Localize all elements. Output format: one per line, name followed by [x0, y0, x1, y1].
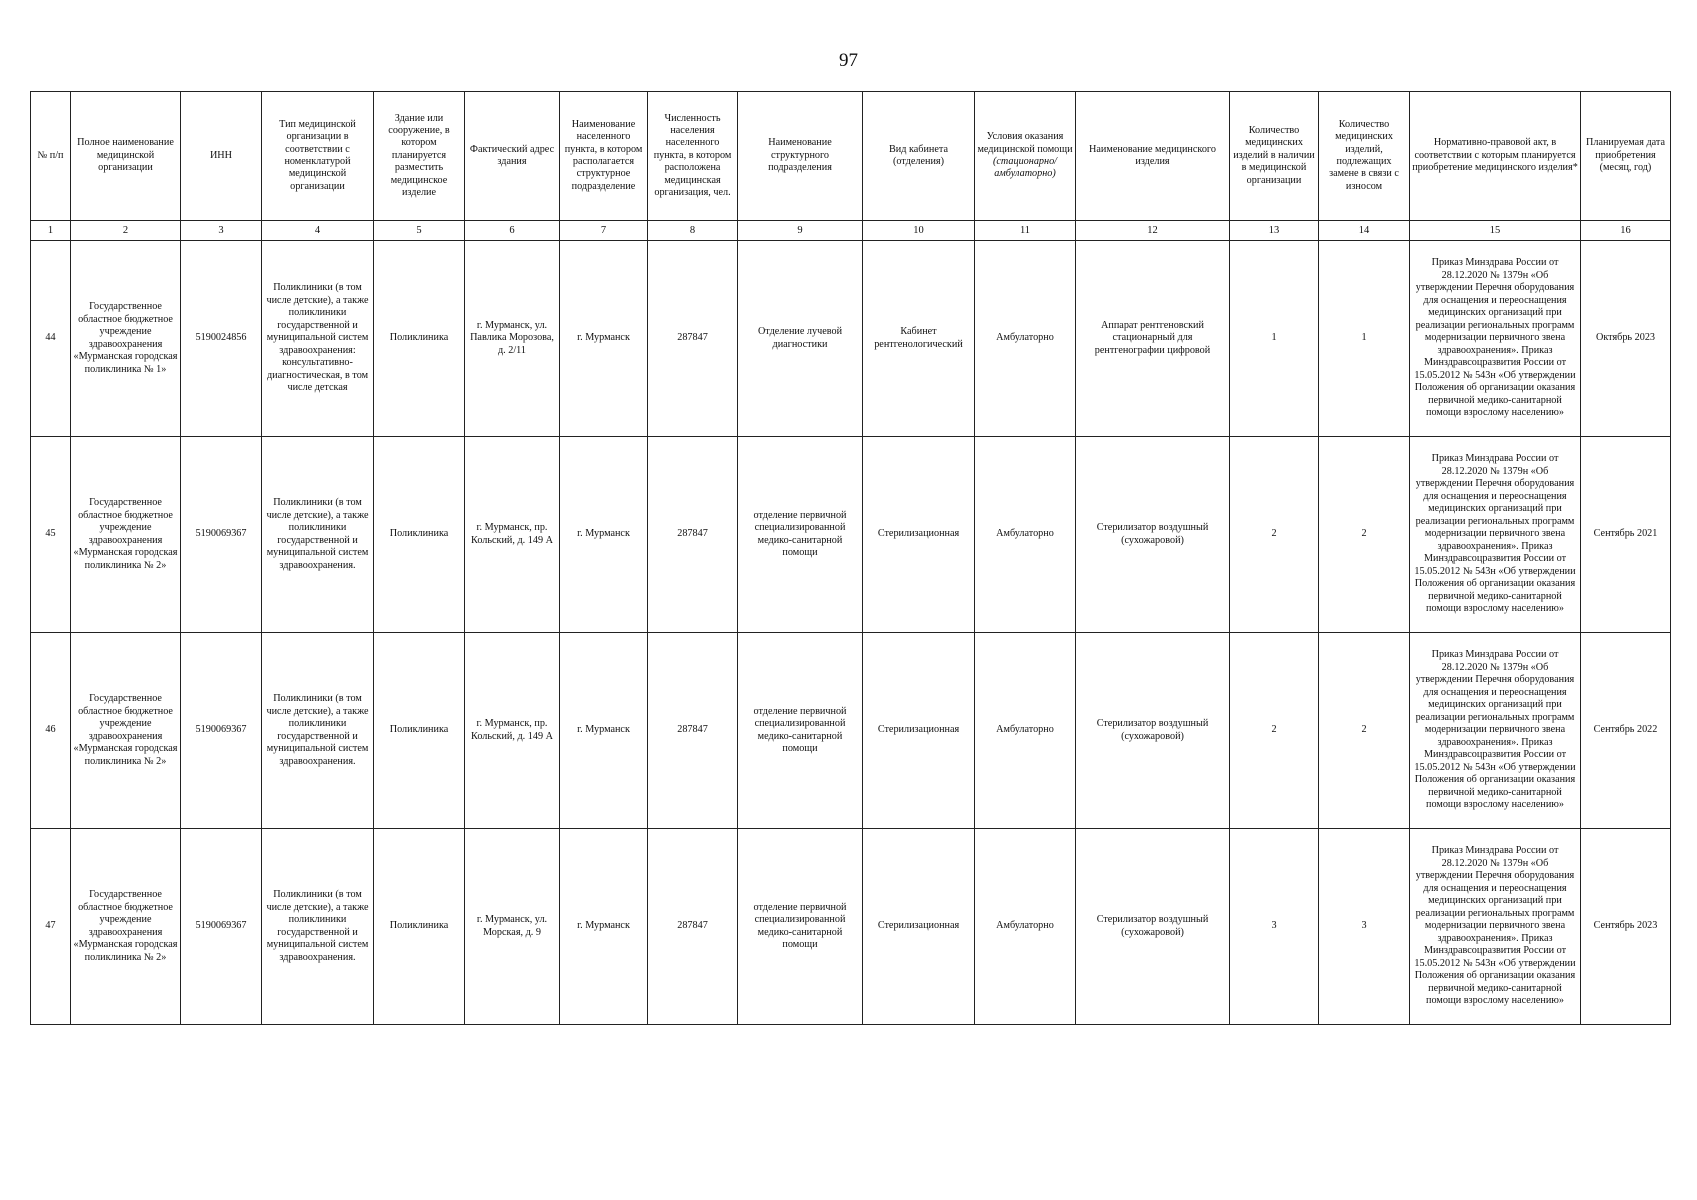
column-number: 11 — [975, 221, 1076, 241]
building-cell: Поликлиника — [374, 829, 465, 1025]
row-num-cell: 46 — [31, 633, 71, 829]
column-number: 16 — [1581, 221, 1671, 241]
qty-replace-cell: 2 — [1319, 437, 1410, 633]
table-row — [31, 241, 1671, 437]
cabinet-cell: Стерилизационная — [863, 829, 975, 1025]
header-cell-qty-replace: Количество медицинских изделий, подлежащих замене в связи с износом — [1319, 92, 1410, 221]
unit-cell: отделение первичной специализированной медико-санитарной помощи — [738, 437, 863, 633]
conditions-cell: Амбулаторно — [975, 633, 1076, 829]
building-cell: Поликлиника — [374, 437, 465, 633]
unit-cell: отделение первичной специализированной медико-санитарной помощи — [738, 633, 863, 829]
column-number: 12 — [1076, 221, 1230, 241]
type-cell: Поликлиники (в том числе детские), а также поликлиники государственной и муниципальной систем здравоохранения: консультативно-диагностическая, в том числе детская — [262, 241, 374, 437]
qty-available-cell: 2 — [1230, 633, 1319, 829]
table-row — [31, 437, 1671, 633]
address-cell: г. Мурманск, ул. Морская, д. 9 — [465, 829, 560, 1025]
qty-available-cell: 1 — [1230, 241, 1319, 437]
locality-cell: г. Мурманск — [560, 829, 648, 1025]
org-cell: Государственное областное бюджетное учреждение здравоохранения «Мурманская городская поликлиника № 1» — [71, 241, 181, 437]
inn-cell: 5190069367 — [181, 829, 262, 1025]
equipment-table — [30, 91, 1671, 1025]
conditions-cell: Амбулаторно — [975, 437, 1076, 633]
column-number: 8 — [648, 221, 738, 241]
column-number-row — [31, 221, 1671, 241]
date-cell: Октябрь 2023 — [1581, 241, 1671, 437]
device-cell: Аппарат рентгеновский стационарный для рентгенографии цифровой — [1076, 241, 1230, 437]
header-row — [31, 92, 1671, 221]
qty-available-cell: 2 — [1230, 437, 1319, 633]
act-cell: Приказ Минздрава России от 28.12.2020 № 1379н «Об утверждении Перечня оборудования для оснащения и переоснащения медицинских организаций при реализации региональных программ модернизации первичного звена здравоохранения». Приказ Минздравсоцразвития России от 15.05.2012 № 543н «Об утверждении Положения об организации оказания первичной медико-санитарной помощи взрослому населению» — [1410, 241, 1581, 437]
device-cell: Стерилизатор воздушный (сухожаровой) — [1076, 437, 1230, 633]
type-cell: Поликлиники (в том числе детские), а также поликлиники государственной и муниципальной систем здравоохранения. — [262, 633, 374, 829]
act-cell: Приказ Минздрава России от 28.12.2020 № 1379н «Об утверждении Перечня оборудования для оснащения и переоснащения медицинских организаций при реализации региональных программ модернизации первичного звена здравоохранения». Приказ Минздравсоцразвития России от 15.05.2012 № 543н «Об утверждении Положения об организации оказания первичной медико-санитарной помощи взрослому населению» — [1410, 437, 1581, 633]
column-number: 14 — [1319, 221, 1410, 241]
act-cell: Приказ Минздрава России от 28.12.2020 № 1379н «Об утверждении Перечня оборудования для оснащения и переоснащения медицинских организаций при реализации региональных программ модернизации первичного звена здравоохранения». Приказ Минздравсоцразвития России от 15.05.2012 № 543н «Об утверждении Положения об организации оказания первичной медико-санитарной помощи взрослому населению» — [1410, 829, 1581, 1025]
date-cell: Сентябрь 2022 — [1581, 633, 1671, 829]
inn-cell: 5190069367 — [181, 437, 262, 633]
column-number: 6 — [465, 221, 560, 241]
column-number: 9 — [738, 221, 863, 241]
header-cell-inn: ИНН — [181, 92, 262, 221]
page-number: 97 — [839, 50, 858, 71]
org-cell: Государственное областное бюджетное учреждение здравоохранения «Мурманская городская поликлиника № 2» — [71, 437, 181, 633]
inn-cell: 5190024856 — [181, 241, 262, 437]
population-cell: 287847 — [648, 437, 738, 633]
qty-replace-cell: 3 — [1319, 829, 1410, 1025]
row-num-cell: 47 — [31, 829, 71, 1025]
address-cell: г. Мурманск, ул. Павлика Морозова, д. 2/11 — [465, 241, 560, 437]
header-cell-date: Планируемая дата приобретения (месяц, год) — [1581, 92, 1671, 221]
row-num-cell: 44 — [31, 241, 71, 437]
unit-cell: Отделение лучевой диагностики — [738, 241, 863, 437]
device-cell: Стерилизатор воздушный (сухожаровой) — [1076, 829, 1230, 1025]
qty-replace-cell: 1 — [1319, 241, 1410, 437]
column-number: 10 — [863, 221, 975, 241]
header-cell-device: Наименование медицинского изделия — [1076, 92, 1230, 221]
table-row — [31, 633, 1671, 829]
building-cell: Поликлиника — [374, 241, 465, 437]
table-row — [31, 829, 1671, 1025]
conditions-cell: Амбулаторно — [975, 829, 1076, 1025]
column-number: 13 — [1230, 221, 1319, 241]
device-cell: Стерилизатор воздушный (сухожаровой) — [1076, 633, 1230, 829]
header-cell-building: Здание или сооружение, в котором планируется разместить медицинское изделие — [374, 92, 465, 221]
locality-cell: г. Мурманск — [560, 437, 648, 633]
cabinet-cell: Стерилизационная — [863, 437, 975, 633]
header-conditions-label: Условия оказания медицинской помощи — [977, 131, 1073, 155]
address-cell: г. Мурманск, пр. Кольский, д. 149 А — [465, 437, 560, 633]
column-number: 5 — [374, 221, 465, 241]
header-cell-population: Численность населения населенного пункта, в котором расположена медицинская организация, чел. — [648, 92, 738, 221]
population-cell: 287847 — [648, 829, 738, 1025]
header-cell-org: Полное наименование медицинской организации — [71, 92, 181, 221]
cabinet-cell: Кабинет рентгенологический — [863, 241, 975, 437]
type-cell: Поликлиники (в том числе детские), а также поликлиники государственной и муниципальной систем здравоохранения. — [262, 437, 374, 633]
column-number: 1 — [31, 221, 71, 241]
address-cell: г. Мурманск, пр. Кольский, д. 149 А — [465, 633, 560, 829]
population-cell: 287847 — [648, 633, 738, 829]
column-number: 2 — [71, 221, 181, 241]
date-cell: Сентябрь 2021 — [1581, 437, 1671, 633]
header-conditions-note: (стационарно/ амбулаторно) — [993, 156, 1057, 180]
population-cell: 287847 — [648, 241, 738, 437]
header-cell-conditions — [975, 92, 1076, 221]
conditions-cell: Амбулаторно — [975, 241, 1076, 437]
header-cell-num: № п/п — [31, 92, 71, 221]
column-number: 4 — [262, 221, 374, 241]
row-num-cell: 45 — [31, 437, 71, 633]
type-cell: Поликлиники (в том числе детские), а также поликлиники государственной и муниципальной систем здравоохранения. — [262, 829, 374, 1025]
inn-cell: 5190069367 — [181, 633, 262, 829]
header-cell-act: Нормативно-правовой акт, в соответствии с которым планируется приобретение медицинского изделия* — [1410, 92, 1581, 221]
header-cell-address: Фактический адрес здания — [465, 92, 560, 221]
qty-replace-cell: 2 — [1319, 633, 1410, 829]
header-cell-qty-available: Количество медицинских изделий в наличии в медицинской организации — [1230, 92, 1319, 221]
header-cell-unit: Наименование структурного подразделения — [738, 92, 863, 221]
column-number: 3 — [181, 221, 262, 241]
date-cell: Сентябрь 2023 — [1581, 829, 1671, 1025]
qty-available-cell: 3 — [1230, 829, 1319, 1025]
cabinet-cell: Стерилизационная — [863, 633, 975, 829]
org-cell: Государственное областное бюджетное учреждение здравоохранения «Мурманская городская поликлиника № 2» — [71, 829, 181, 1025]
header-cell-cabinet: Вид кабинета (отделения) — [863, 92, 975, 221]
locality-cell: г. Мурманск — [560, 241, 648, 437]
act-cell: Приказ Минздрава России от 28.12.2020 № 1379н «Об утверждении Перечня оборудования для оснащения и переоснащения медицинских организаций при реализации региональных программ модернизации первичного звена здравоохранения». Приказ Минздравсоцразвития России от 15.05.2012 № 543н «Об утверждении Положения об организации оказания первичной медико-санитарной помощи взрослому населению» — [1410, 633, 1581, 829]
header-cell-type: Тип медицинской организации в соответствии с номенклатурой медицинской организации — [262, 92, 374, 221]
column-number: 15 — [1410, 221, 1581, 241]
column-number: 7 — [560, 221, 648, 241]
unit-cell: отделение первичной специализированной медико-санитарной помощи — [738, 829, 863, 1025]
header-cell-locality: Наименование населенного пункта, в котором располагается структурное подразделение — [560, 92, 648, 221]
locality-cell: г. Мурманск — [560, 633, 648, 829]
building-cell: Поликлиника — [374, 633, 465, 829]
org-cell: Государственное областное бюджетное учреждение здравоохранения «Мурманская городская поликлиника № 2» — [71, 633, 181, 829]
